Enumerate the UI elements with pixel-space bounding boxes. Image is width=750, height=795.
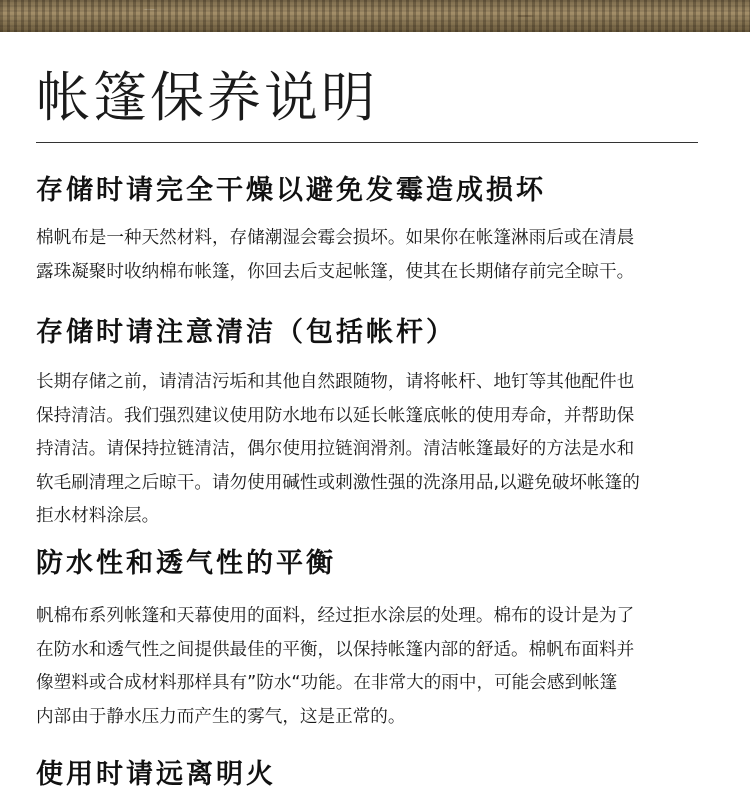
body-line: 拒水材料涂层。 xyxy=(36,506,160,526)
section-body-storage-clean xyxy=(36,366,708,534)
body-line: 内部由于静水压力而产生的雾气，这是正常的。 xyxy=(36,706,406,727)
body-line: 帆棉布系列帐篷和天幕使用的面料，经过拒水涂层的处理。棉布的设计是为了 xyxy=(36,606,635,626)
body-line: 像塑料或合成材料那样具有”防水“功能。在非常大的雨中，可能会感到帐篷 xyxy=(36,673,618,693)
section-heading-fire-safety: 使用时请远离明火 xyxy=(36,759,276,790)
body-line: 保持清洁。我们强烈建议使用防水地布以延长帐篷底帐的使用寿命，并帮助保 xyxy=(36,405,635,426)
section-heading-waterproof-breathable: 防水性和透气性的平衡 xyxy=(36,548,336,579)
section-body-storage-dry xyxy=(36,222,708,289)
body-line: 长期存储之前，请清洁污垢和其他自然跟随物，请将帐杆、地钉等其他配件也 xyxy=(36,372,635,392)
body-line: 棉帆布是一种天然材料，存储潮湿会霉会损坏。如果你在帐篷淋雨后或在清晨 xyxy=(36,228,635,248)
section-heading-storage-clean: 存储时请注意清洁（包括帐杆） xyxy=(36,317,456,348)
body-line: 在防水和透气性之间提供最佳的平衡，以保持帐篷内部的舒适。棉帆布面料并 xyxy=(36,639,635,660)
section-body-waterproof-breathable xyxy=(36,600,708,734)
body-line: 软毛刷清理之后晾干。请勿使用碱性或刺激性强的洗涤用品,以避免破坏帐篷的 xyxy=(36,472,640,493)
section-heading-storage-dry: 存储时请完全干燥以避免发霉造成损坏 xyxy=(36,175,546,206)
body-line: 持清洁。请保持拉链清洁，偶尔使用拉链润滑剂。清洁帐篷最好的方法是水和 xyxy=(36,439,635,459)
title-divider xyxy=(36,142,698,143)
header-photo-strip xyxy=(0,0,750,32)
body-line: 露珠凝聚时收纳棉布帐篷，你回去后支起帐篷，使其在长期储存前完全晾干。 xyxy=(36,261,635,282)
page-title: 帐篷保养说明 xyxy=(36,66,378,129)
